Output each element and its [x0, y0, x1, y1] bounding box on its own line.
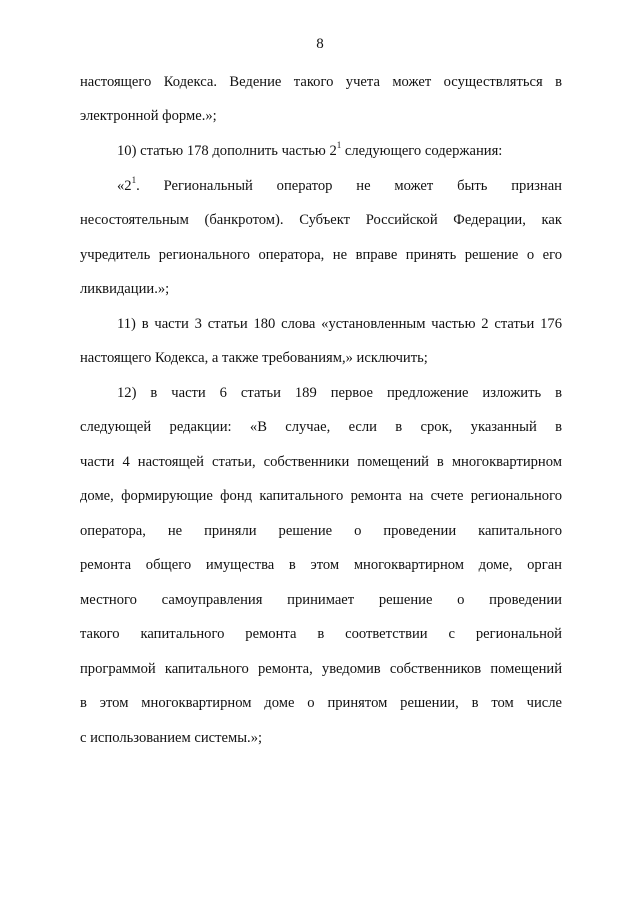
page-number: 8: [316, 36, 324, 52]
text-line: 11) в части 3 статьи 180 слова «установленным частью 2 статьи 176: [117, 316, 562, 332]
text-line: ремонта общего имущества в этом многоквартирном доме, орган: [80, 557, 562, 573]
text-line: такого капитального ремонта в соответствии с региональной: [80, 626, 562, 642]
text-line: настоящего Кодекса, а также требованиям,» исключить;: [80, 350, 428, 366]
text-segment: . Региональный оператор не может быть признан: [136, 178, 562, 194]
text-line: части 4 настоящей статьи, собственники помещений в многоквартирном: [80, 454, 562, 470]
text-line: местного самоуправления принимает решение о проведении: [80, 592, 562, 608]
text-line: оператора, не приняли решение о проведении капитального: [80, 523, 562, 539]
superscript: 1: [131, 175, 137, 186]
text-line: электронной форме.»;: [80, 108, 217, 124]
text-line: с использованием системы.»;: [80, 730, 263, 746]
text-line: несостоятельным (банкротом). Субъект Российской Федерации, как: [80, 212, 562, 228]
text-line: программой капитального ремонта, уведомив собственников помещений: [80, 661, 562, 677]
text-line: 12) в части 6 статьи 189 первое предложение изложить в: [117, 385, 562, 401]
text-line: настоящего Кодекса. Ведение такого учета может осуществляться в: [80, 74, 562, 90]
superscript: 1: [336, 140, 342, 151]
text-line: [117, 176, 562, 196]
text-line: [117, 141, 562, 161]
text-segment: «2: [117, 178, 132, 194]
text-line: ликвидации.»;: [80, 281, 170, 297]
text-segment: 10) статью 178 дополнить частью 2: [117, 143, 337, 159]
text-segment: следующего содержания:: [341, 143, 503, 159]
text-line: следующей редакции: «В случае, если в срок, указанный в: [80, 419, 562, 435]
text-line: учредитель регионального оператора, не вправе принять решение о его: [80, 247, 562, 263]
text-segment: [117, 175, 562, 194]
text-line: в этом многоквартирном доме о принятом решении, в том числе: [80, 695, 562, 711]
text-line: доме, формирующие фонд капитального ремонта на счете регионального: [80, 488, 562, 504]
